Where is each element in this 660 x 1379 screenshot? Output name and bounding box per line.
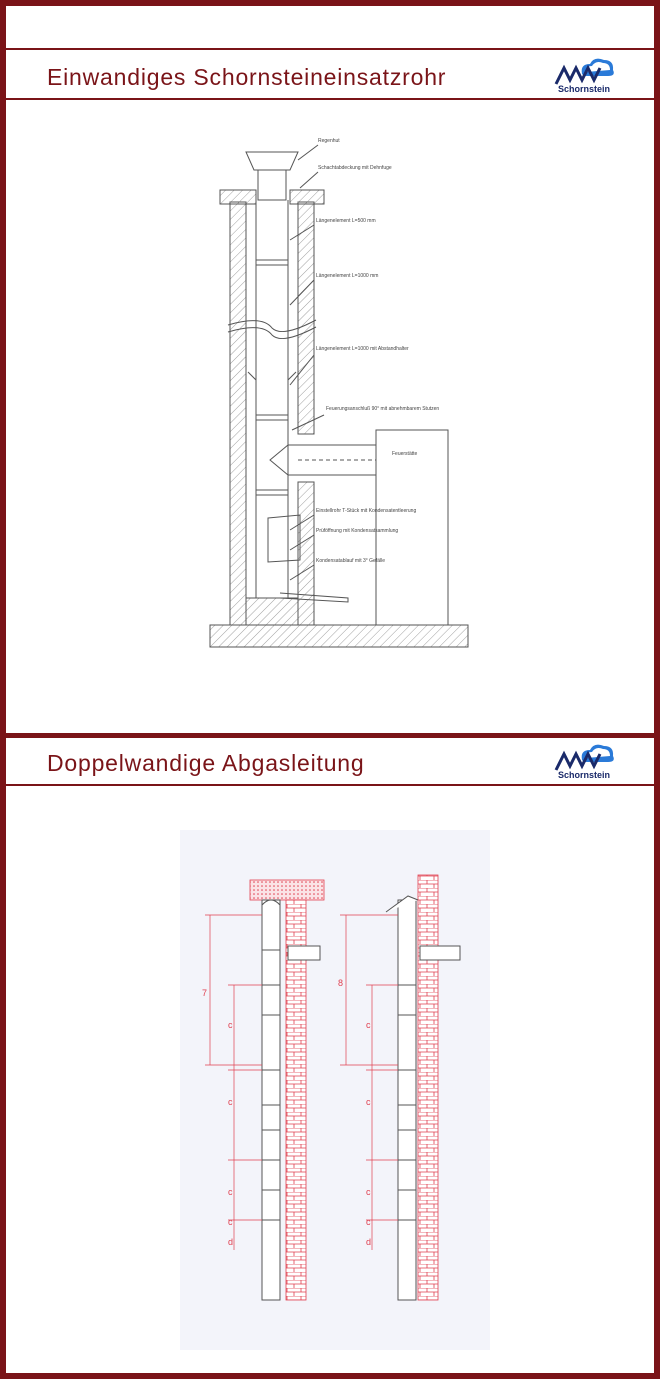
dim-label-c1: c [228,1020,233,1030]
dim-label-d1: d [228,1237,234,1247]
dim-label-c4: c [228,1217,233,1227]
drawing-doppelwandig [0,800,660,1360]
drawing-einwandig [0,110,660,730]
dim-label-8: 8 [338,978,344,988]
dim-label-c5: c [366,1020,371,1030]
header-top-rule [6,48,654,50]
section-divider [6,733,654,738]
header2-bottom-rule [6,784,654,786]
logo-text: Schornstein [557,84,610,94]
label-feuerungsanschluss: Feuerungsanschluß 90° mit abnehmbarem Stutzen [326,406,440,412]
dim-label-c7: c [366,1187,371,1197]
label-laengenelement-500: Längenelement L=500 mm [316,218,376,224]
label-regenhut: Regenhut [318,138,340,144]
label-pruefoeffnung: Prüföffnung mit Kondensatsammlung [316,528,399,534]
schornstein-logo [552,54,616,96]
dim-label-7: 7 [202,988,208,998]
label-schachtabdeckung: Schachtabdeckung mit Dehnfuge [318,165,392,171]
section-heading-doppelwandig: Doppelwandige Abgasleitung [47,750,365,776]
label-laengenelement-abstandhalter: Längenelement L=1000 mit Abstandhalter [316,346,409,352]
dim-label-d2: d [366,1237,372,1247]
header-bottom-rule [6,98,654,100]
label-einstellrohr: Einstellrohr T-Stück mit Kondensatentleerung [316,508,417,514]
label-kondensatablauf: Kondensatablauf mit 3° Gefälle [316,558,385,564]
cloud-logo-icon [552,740,616,772]
dim-label-c8: c [366,1217,371,1227]
dim-label-c2: c [228,1097,233,1107]
logo-text-2: Schornstein [557,770,610,780]
cloud-logo-icon [552,54,616,86]
dim-label-c6: c [366,1097,371,1107]
section-heading-einwandig: Einwandiges Schornsteineinsatzrohr [47,64,447,90]
dim-label-c3: c [228,1187,233,1197]
schornstein-logo-2 [552,740,616,782]
label-laengenelement-1000: Längenelement L=1000 mm [316,273,379,279]
label-feuerstaette: Feuerstätte [392,451,418,457]
